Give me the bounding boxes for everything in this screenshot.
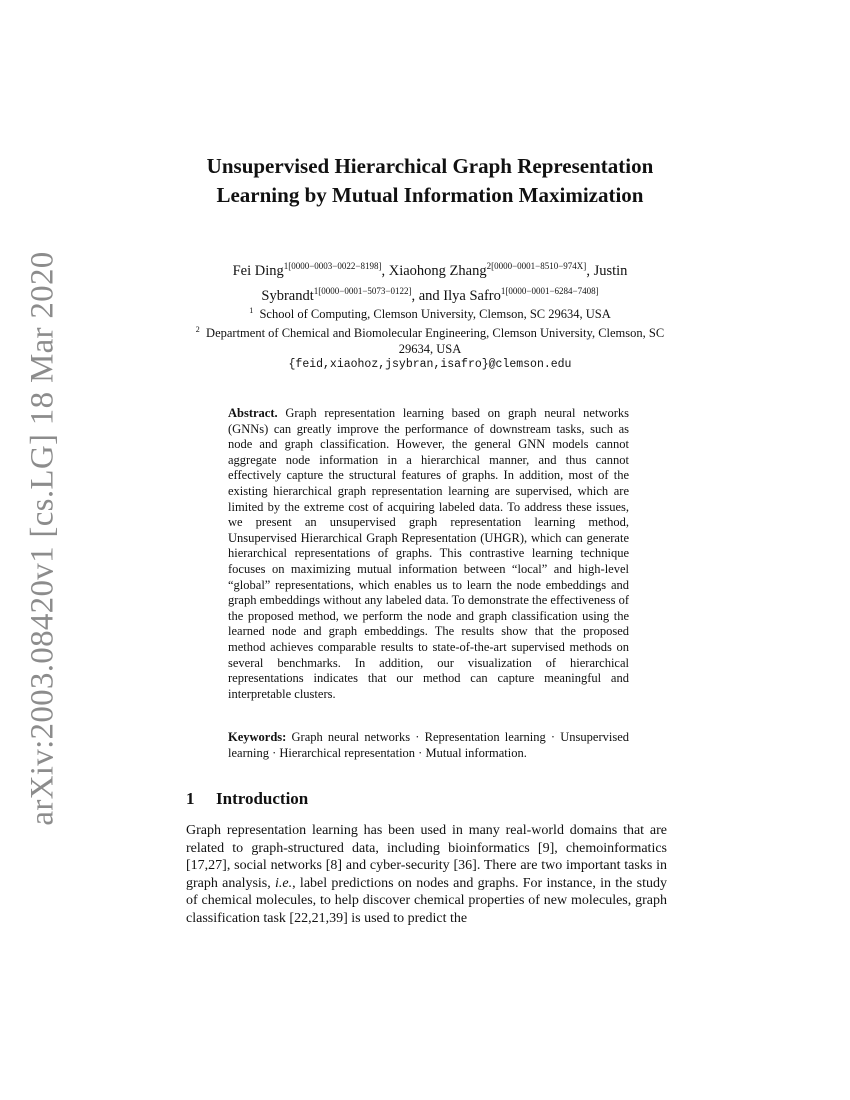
- affiliation-mark: 1: [249, 306, 254, 315]
- author-name: Xiaohong Zhang: [388, 262, 487, 279]
- affiliation-text: Department of Chemical and Biomolecular Engineering, Clemson University, Clemson, SC 29634, USA: [206, 326, 665, 357]
- author-separator: ,: [381, 262, 389, 279]
- author-list: [185, 256, 675, 306]
- section-title: Introduction: [216, 789, 309, 808]
- paper-title: Unsupervised Hierarchical Graph Representation Learning by Mutual Information Maximization: [206, 154, 654, 207]
- affiliation-1: [185, 303, 675, 322]
- author-emails: {feid,xiaohoz,jsybran,isafro}@clemson.edu: [288, 358, 572, 372]
- introduction-paragraph: [186, 822, 667, 928]
- intro-text-part1: Graph representation learning has been used in many real-world domains that are related to graph-structured data, including bioinformatics [9], chemoinformatics [17,27], social networks [8] and cyber-security [36]. There are two important tasks in graph analysis,: [186, 823, 667, 891]
- author-orcid: 1[0000−0001−6284−7408]: [500, 285, 599, 296]
- keywords-label: Keywords:: [228, 730, 287, 744]
- keywords-text: Graph neural networks · Representation learning · Unsupervised learning · Hierarchical representation · Mutual information.: [228, 730, 629, 760]
- affiliation-mark: 2: [195, 325, 200, 335]
- section-number: 1: [186, 789, 195, 808]
- arxiv-identifier: arXiv:2003.08420v1 [cs.LG] 18 Mar 2020: [24, 250, 61, 826]
- author-name: Fei Ding: [232, 262, 284, 279]
- author-name: Ilya Safro: [443, 287, 501, 304]
- author-orcid: 1[0000−0001−5073−0122]: [313, 285, 412, 296]
- section-heading-introduction: [186, 789, 308, 809]
- author-name: Justin Sybrandt: [261, 262, 628, 304]
- abstract: [228, 406, 629, 702]
- author-orcid: 1[0000−0003−0022−8198]: [283, 261, 382, 271]
- author-separator: , and: [411, 287, 444, 304]
- affiliation-text: School of Computing, Clemson University, Clemson, SC 29634, USA: [259, 307, 611, 322]
- affiliation-2: [185, 322, 675, 357]
- intro-ie: i.e.: [275, 875, 293, 891]
- arxiv-side-stamp: [18, 250, 68, 826]
- abstract-label: Abstract.: [228, 406, 278, 420]
- author-orcid: 2[0000−0001−8510−974X]: [486, 261, 587, 271]
- affiliations: [185, 303, 675, 373]
- keywords: [228, 730, 629, 761]
- intro-text-part2: , label predictions on nodes and graphs. For instance, in the study of chemical molecules, to help discover chemical properties of new molecules, graph classification task [22,21,39] is used to predict the: [186, 875, 667, 926]
- abstract-text: Graph representation learning based on graph neural networks (GNNs) can greatly improve the performance of downstream tasks, such as node and graph classification. However, the general GNN models cannot aggregate node information in a hierarchical manner, and thus cannot effectively capture the structural features of graphs. In addition, most of the existing hierarchical graph representation learning are supervised, which are limited by the extreme cost of acquiring labeled data. To address these issues, we present an unsupervised graph representation learning method, Unsupervised Hierarchical Graph Representation (UHGR), which can generate hierarchical representations of graphs. This contrastive learning technique focuses on maximizing mutual information between “local” and high-level “global” representations, which enables us to learn the node embeddings and graph embeddings without any labeled data. To demonstrate the effectiveness of the proposed method, we perform the node and graph classification using the learned node and graph embeddings. The results show that the proposed method achieves comparable results to state-of-the-art supervised methods on several benchmarks. In addition, our visualization of hierarchical representations indicates that our method can capture meaningful and interpretable clusters.: [228, 406, 629, 701]
- author-separator: ,: [586, 262, 594, 279]
